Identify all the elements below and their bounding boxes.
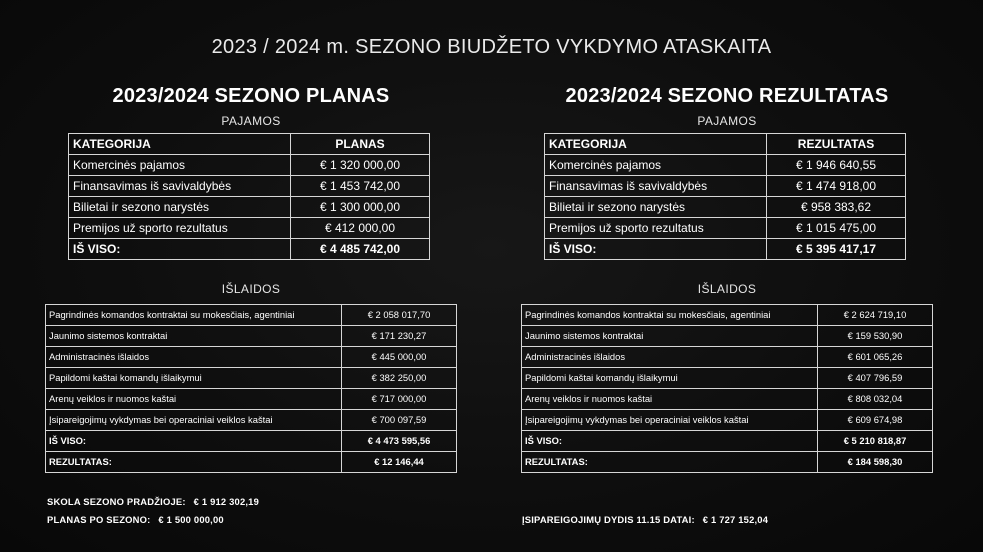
table-row	[69, 155, 430, 176]
amount-cell: € 1 474 918,00	[767, 176, 906, 197]
category-cell: Bilietai ir sezono narystės	[545, 197, 767, 218]
expense-category: Administracinės išlaidos	[46, 347, 342, 368]
expense-amount: € 700 097,59	[342, 410, 457, 431]
plan-after-season-note	[47, 514, 224, 525]
category-cell: Komercinės pajamos	[69, 155, 291, 176]
table-row	[46, 305, 457, 326]
amount-cell: € 958 383,62	[767, 197, 906, 218]
expense-amount: € 2 058 017,70	[342, 305, 457, 326]
plan-after-season-label: PLANAS PO SEZONO:	[47, 514, 151, 525]
table-row	[522, 305, 933, 326]
total-value: € 4 485 742,00	[291, 239, 430, 260]
category-cell: Finansavimas iš savivaldybės	[69, 176, 291, 197]
expense-amount: € 445 000,00	[342, 347, 457, 368]
result-income-label: PAJAMOS	[697, 114, 757, 128]
plan-after-season-value: € 1 500 000,00	[158, 514, 224, 525]
obligations-note	[522, 514, 768, 525]
category-cell: Komercinės pajamos	[545, 155, 767, 176]
table-row	[69, 176, 430, 197]
expense-category: Jaunimo sistemos kontraktai	[522, 326, 818, 347]
category-cell: Finansavimas iš savivaldybės	[545, 176, 767, 197]
table-row	[46, 347, 457, 368]
expense-category: Pagrindinės komandos kontraktai su mokesčiais, agentiniai	[46, 305, 342, 326]
category-header: KATEGORIJA	[69, 134, 291, 155]
expense-amount: € 171 230,27	[342, 326, 457, 347]
amount-cell: € 1 453 742,00	[291, 176, 430, 197]
amount-cell: € 1 300 000,00	[291, 197, 430, 218]
expense-amount: € 717 000,00	[342, 389, 457, 410]
expense-amount: € 407 796,59	[818, 368, 933, 389]
category-cell: Premijos už sporto rezultatus	[545, 218, 767, 239]
result-value: € 184 598,30	[818, 452, 933, 473]
table-header-row	[545, 134, 906, 155]
plan-income-label: PAJAMOS	[221, 114, 281, 128]
expense-category: Pagrindinės komandos kontraktai su mokesčiais, agentiniai	[522, 305, 818, 326]
amount-cell: € 412 000,00	[291, 218, 430, 239]
expense-category: Administracinės išlaidos	[522, 347, 818, 368]
expense-total-row	[46, 431, 457, 452]
table-row	[545, 176, 906, 197]
plan-income-table	[68, 133, 430, 260]
total-row	[69, 239, 430, 260]
plan-section	[45, 82, 457, 473]
expense-category: Arenų veiklos ir nuomos kaštai	[46, 389, 342, 410]
result-expense-table	[521, 304, 933, 473]
table-row	[522, 410, 933, 431]
result-row	[46, 452, 457, 473]
expense-amount: € 2 624 719,10	[818, 305, 933, 326]
result-label: REZULTATAS:	[46, 452, 342, 473]
total-row	[545, 239, 906, 260]
table-row	[46, 326, 457, 347]
total-label: IŠ VISO:	[545, 239, 767, 260]
expense-category: Papildomi kaštai komandų išlaikymui	[46, 368, 342, 389]
table-row	[545, 218, 906, 239]
plan-expense-table	[45, 304, 457, 473]
amount-cell: € 1 015 475,00	[767, 218, 906, 239]
result-section	[521, 82, 933, 473]
table-row	[522, 368, 933, 389]
expense-total-label: IŠ VISO:	[46, 431, 342, 452]
table-row	[522, 347, 933, 368]
table-row	[69, 218, 430, 239]
debt-start-label: SKOLA SEZONO PRADŽIOJE:	[47, 496, 186, 507]
result-header: REZULTATAS	[767, 134, 906, 155]
result-title: 2023/2024 SEZONO REZULTATAS	[565, 85, 889, 107]
expense-total-label: IŠ VISO:	[522, 431, 818, 452]
expense-amount: € 159 530,90	[818, 326, 933, 347]
result-label: REZULTATAS:	[522, 452, 818, 473]
table-row	[69, 197, 430, 218]
category-cell: Premijos už sporto rezultatus	[69, 218, 291, 239]
table-row	[46, 368, 457, 389]
expense-total-row	[522, 431, 933, 452]
expense-amount: € 382 250,00	[342, 368, 457, 389]
table-header-row	[69, 134, 430, 155]
table-row	[522, 389, 933, 410]
expense-total-value: € 4 473 595,56	[342, 431, 457, 452]
result-income-table	[544, 133, 906, 260]
expense-category: Papildomi kaštai komandų išlaikymui	[522, 368, 818, 389]
category-cell: Bilietai ir sezono narystės	[69, 197, 291, 218]
table-row	[46, 410, 457, 431]
table-row	[545, 197, 906, 218]
plan-title: 2023/2024 SEZONO PLANAS	[112, 85, 390, 107]
table-row	[522, 326, 933, 347]
expense-total-value: € 5 210 818,87	[818, 431, 933, 452]
expense-amount: € 808 032,04	[818, 389, 933, 410]
plan-header: PLANAS	[291, 134, 430, 155]
category-header: KATEGORIJA	[545, 134, 767, 155]
amount-cell: € 1 320 000,00	[291, 155, 430, 176]
plan-expense-label: IŠLAIDOS	[221, 282, 281, 296]
debt-start-value: € 1 912 302,19	[193, 496, 259, 507]
expense-category: Arenų veiklos ir nuomos kaštai	[522, 389, 818, 410]
expense-category: Įsipareigojimų vykdymas bei operaciniai veiklos kaštai	[46, 410, 342, 431]
expense-category: Jaunimo sistemos kontraktai	[46, 326, 342, 347]
result-expense-label: IŠLAIDOS	[697, 282, 757, 296]
obligations-label: ĮSIPAREIGOJIMŲ DYDIS 11.15 DATAI:	[522, 514, 695, 525]
table-row	[545, 155, 906, 176]
expense-amount: € 609 674,98	[818, 410, 933, 431]
total-label: IŠ VISO:	[69, 239, 291, 260]
expense-category: Įsipareigojimų vykdymas bei operaciniai veiklos kaštai	[522, 410, 818, 431]
total-value: € 5 395 417,17	[767, 239, 906, 260]
table-row	[46, 389, 457, 410]
page-title: 2023 / 2024 m. SEZONO BIUDŽETO VYKDYMO ATASKAITA	[211, 36, 772, 58]
amount-cell: € 1 946 640,55	[767, 155, 906, 176]
result-row	[522, 452, 933, 473]
result-value: € 12 146,44	[342, 452, 457, 473]
obligations-value: € 1 727 152,04	[702, 514, 769, 525]
debt-start-note	[47, 496, 259, 507]
expense-amount: € 601 065,26	[818, 347, 933, 368]
